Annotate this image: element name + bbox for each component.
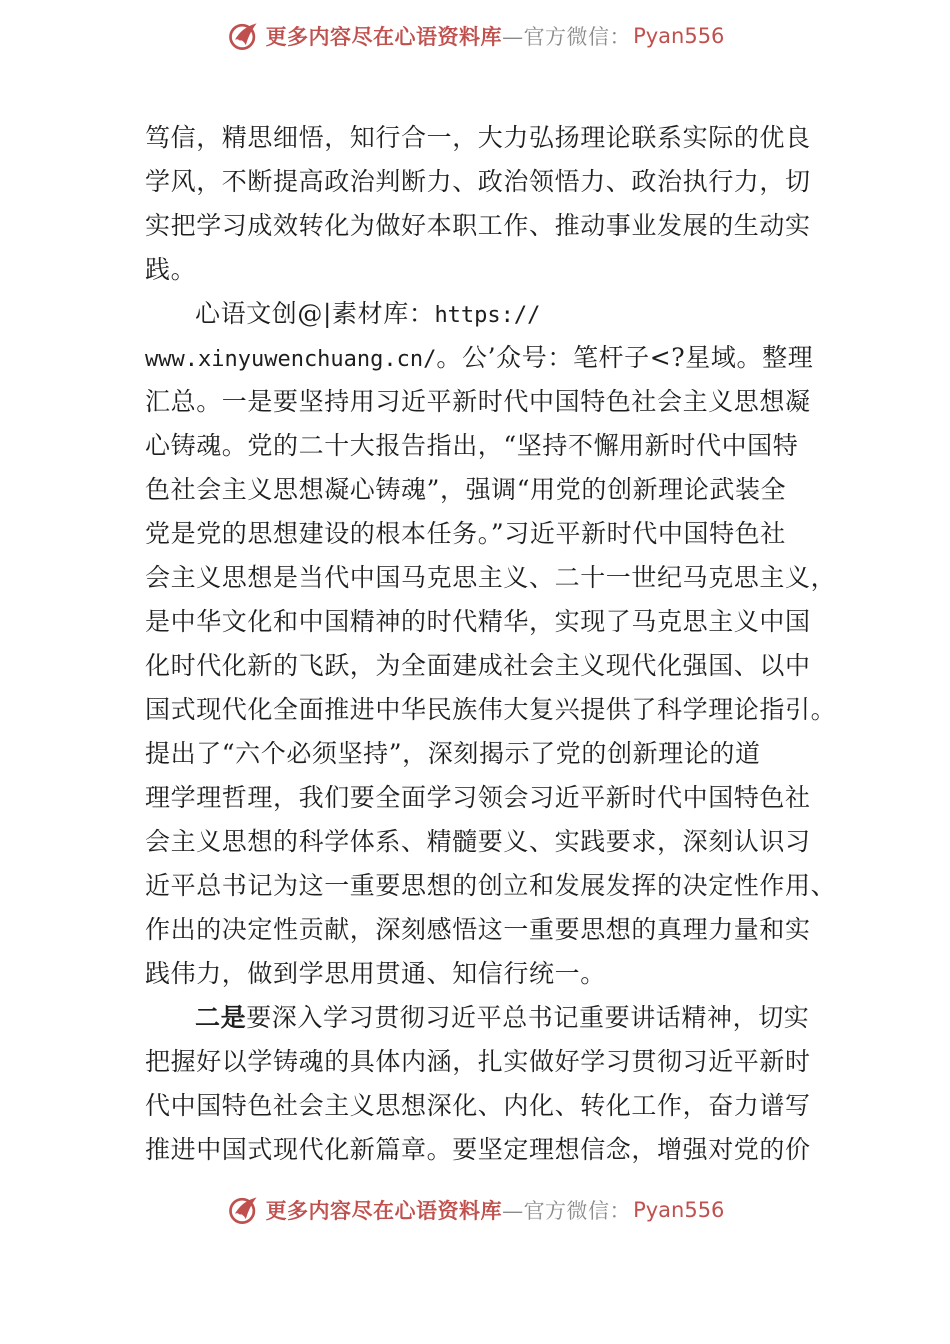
header-wechat-id: Pyan556 (633, 24, 725, 48)
text-line: 把握好以学铸魂的具体内涵，扎实做好学习贯彻习近平新时 (145, 1047, 811, 1076)
header-separator-text: —官方微信： (502, 25, 632, 49)
text-line: 理学理哲理，我们要全面学习领会习近平新时代中国特色社 (145, 783, 811, 812)
text-line (145, 292, 825, 336)
text-line: 国式现代化全面推进中华民族伟大复兴提供了科学理论指引。 (145, 695, 837, 724)
text-line: 心铸魂。党的二十大报告指出，“坚持不懈用新时代中国特 (145, 431, 799, 460)
text-line: 近平总书记为这一重要思想的创立和发展发挥的决定性作用、 (145, 871, 837, 900)
footer-banner (0, 1188, 950, 1232)
source-url-part: https:// (434, 303, 541, 328)
brand-logo-icon (226, 1192, 262, 1228)
text-line: 推进中国式现代化新篇章。要坚定理想信念，增强对党的价 (145, 1135, 811, 1164)
section-lead: 二是 (195, 1003, 247, 1032)
text-line: 会主义思想是当代中国马克思主义、二十一世纪马克思主义， (145, 563, 837, 592)
text-line: 笃信，精思细悟，知行合一，大力弘扬理论联系实际的优良 (145, 123, 811, 152)
text-line: 作出的决定性贡献，深刻感悟这一重要思想的真理力量和实 (145, 915, 811, 944)
text-line: 色社会主义思想凝心铸魂”，强调“用党的创新理论武装全 (145, 475, 787, 504)
paragraph-3 (145, 996, 825, 1172)
text-line: 汇总。一是要坚持用习近平新时代中国特色社会主义思想凝 (145, 387, 811, 416)
paragraph-2 (145, 292, 837, 996)
text-line: 践。 (145, 255, 197, 284)
text-line: 提出了“六个必须坚持”，深刻揭示了党的创新理论的道 (145, 739, 761, 768)
header-brand-text: 更多内容尽在心语资料库 (265, 24, 503, 49)
source-label: 心语文创@|素材库： (195, 299, 435, 328)
text-line: 学风，不断提高政治判断力、政治领悟力、政治执行力，切 (145, 167, 811, 196)
document-body (145, 116, 837, 1172)
text-line: 会主义思想的科学体系、精髓要义、实践要求，深刻认识习 (145, 827, 811, 856)
text-line (145, 996, 825, 1040)
header-banner (0, 14, 950, 58)
text-line: 党是党的思想建设的根本任务。”习近平新时代中国特色社 (145, 519, 786, 548)
source-url-domain: www.xinyuwenchuang.cn/ (145, 347, 437, 372)
text-line: 代中国特色社会主义思想深化、内化、转化工作，奋力谱写 (145, 1091, 811, 1120)
source-note: 。公’众号：笔杆子<?星域。整理 (436, 343, 814, 372)
footer-separator-text: —官方微信： (502, 1199, 632, 1223)
paragraph-1 (145, 116, 825, 292)
text-line (145, 336, 825, 380)
text-line: 化时代化新的飞跃，为全面建成社会主义现代化强国、以中 (145, 651, 811, 680)
footer-wechat-id: Pyan556 (633, 1198, 725, 1222)
footer-brand-text: 更多内容尽在心语资料库 (265, 1198, 503, 1223)
text-line: 实把学习成效转化为做好本职工作、推动事业发展的生动实 (145, 211, 811, 240)
section-lead-rest: 要深入学习贯彻习近平总书记重要讲话精神，切实 (246, 1003, 810, 1032)
brand-logo-icon (226, 18, 262, 54)
text-line: 是中华文化和中国精神的时代精华，实现了马克思主义中国 (145, 607, 811, 636)
text-line: 践伟力，做到学思用贯通、知信行统一。 (145, 959, 606, 988)
